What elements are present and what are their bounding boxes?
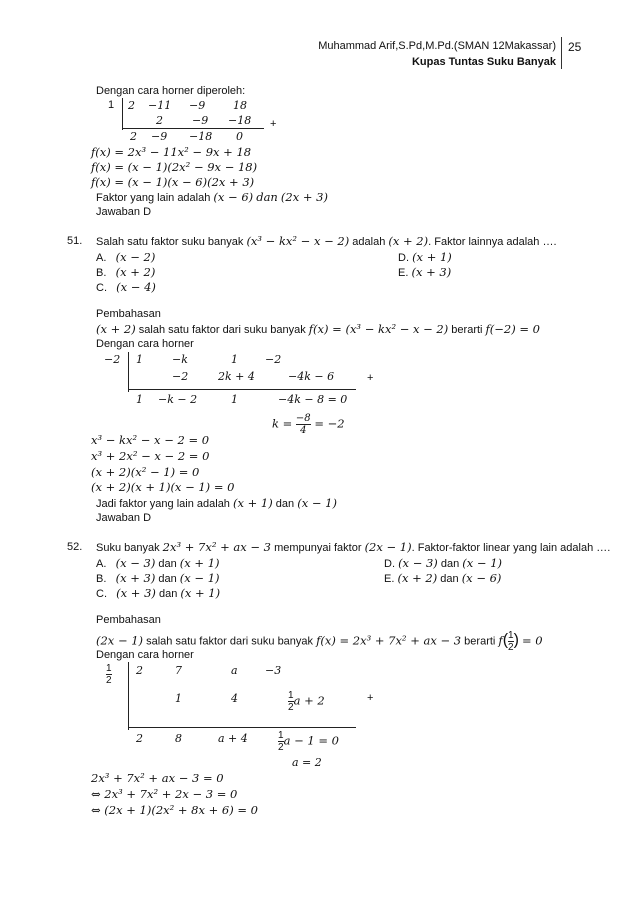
horner-cell: −2 xyxy=(265,353,282,366)
option-e: E. (x + 3) xyxy=(398,265,452,279)
horner-cell: 4 xyxy=(231,692,238,705)
horner-cell: 1 xyxy=(136,353,143,366)
header-book-title: Kupas Tuntas Suku Banyak xyxy=(411,56,556,68)
horner-cell: 2 xyxy=(136,664,143,677)
k-solution: k = $\frac{-8}{4}$ = −2 xyxy=(272,413,345,436)
header-divider xyxy=(561,37,562,69)
option-d: D. (x + 1) xyxy=(398,250,452,264)
horner-cell: a xyxy=(231,664,238,677)
pembahasan-heading: Pembahasan xyxy=(96,614,161,626)
horner-cell: 2k + 4 xyxy=(218,370,255,383)
question-text xyxy=(96,234,557,249)
horner-cell: −4k − 6 xyxy=(288,370,335,383)
question-expression: (x³ − kx² − x − 2) xyxy=(246,234,350,248)
horner-cell: 0 xyxy=(236,130,243,143)
horner-cell: 1 xyxy=(175,692,182,705)
option-a: A. (x − 3) dan (x + 1) xyxy=(96,556,220,570)
equation-line: (x + 2)(x + 1)(x − 1) = 0 xyxy=(91,480,235,494)
horner-cell: −18 xyxy=(189,130,213,143)
equation-line: f(x) = (x − 1)(2x² − 9x − 18) xyxy=(91,160,258,174)
horner-cell: −3 xyxy=(265,664,282,677)
question-text-part: adalah xyxy=(352,236,386,248)
question-text-part: . Faktor lainnya adalah …. xyxy=(428,236,557,248)
option-a: A. (x − 2) xyxy=(96,250,156,264)
pembahasan-heading: Pembahasan xyxy=(96,308,161,320)
horner-cell-fraction: $\frac{1}{2}$ a − 1 = 0 xyxy=(278,730,339,753)
horner-cell: 7 xyxy=(175,664,182,677)
horner-root: 1 xyxy=(108,99,115,111)
horner-hline xyxy=(128,389,356,390)
horner-root: −2 xyxy=(104,353,121,366)
horner-cell: −11 xyxy=(148,99,172,112)
horner-caption: Dengan cara horner xyxy=(96,338,194,350)
horner-cell: −k − 2 xyxy=(158,393,198,406)
faktor-dan: dan xyxy=(256,190,278,204)
horner-cell: 1 xyxy=(136,393,143,406)
question-text-part: Salah satu faktor suku banyak xyxy=(96,236,244,248)
horner-cell: 1 xyxy=(231,353,238,366)
faktor-text: Faktor yang lain adalah xyxy=(96,192,211,204)
equation-line: f(x) = (x − 1)(x − 6)(2x + 3) xyxy=(91,175,255,189)
horner-vline xyxy=(128,662,129,730)
horner-cell: 18 xyxy=(233,99,247,112)
option-e: E. (x + 2) dan (x − 6) xyxy=(384,571,502,585)
horner-cell: 2 xyxy=(156,114,163,127)
horner-vline xyxy=(128,352,129,392)
question-text: Suku banyak 2x³ + 7x² + ax − 3 mempunyai faktor (2x − 1). Faktor-faktor linear yang lain adalah …. xyxy=(96,540,611,554)
horner-vline xyxy=(122,98,123,130)
conclusion-line: Jadi faktor yang lain adalah (x + 1) dan (x − 1) xyxy=(96,496,337,510)
horner-cell: 2 xyxy=(136,732,143,745)
option-b: B. (x + 2) xyxy=(96,265,156,279)
equation-line: f(x) = 2x³ − 11x² − 9x + 18 xyxy=(91,145,252,159)
equation-line: 2x³ + 7x² + ax − 3 = 0 xyxy=(91,771,224,785)
horner-plus: + xyxy=(367,372,374,384)
horner-cell: 1 xyxy=(231,393,238,406)
horner-cell: 2 xyxy=(130,130,137,143)
question-factor: (x + 2) xyxy=(388,234,429,248)
option-d: D. (x − 3) dan (x − 1) xyxy=(384,556,503,570)
pembahasan-line: (2x − 1) salah satu faktor dari suku banyak f(x) = 2x³ + 7x² + ax − 3 berarti f( $\frac{1}{2}$ ) = 0 xyxy=(96,630,543,653)
horner-cell: −9 xyxy=(192,114,209,127)
equation-line: ⇔ 2x³ + 7x² + 2x − 3 = 0 xyxy=(91,787,238,801)
a-solution: a = 2 xyxy=(292,756,322,769)
intro-label: Dengan cara horner diperoleh: xyxy=(96,85,246,97)
equation-line: (x + 2)(x² − 1) = 0 xyxy=(91,465,200,479)
question-number: 51. xyxy=(67,235,83,247)
horner-cell: 8 xyxy=(175,732,182,745)
answer-line: Jawaban D xyxy=(96,206,152,218)
faktor-a: (x − 6) xyxy=(213,190,254,204)
page-number: 25 xyxy=(568,40,582,54)
equation-line: x³ + 2x² − x − 2 = 0 xyxy=(91,449,210,463)
horner-plus: + xyxy=(270,118,277,130)
horner-cell: a + 4 xyxy=(218,732,248,745)
equation-line: x³ − kx² − x − 2 = 0 xyxy=(91,433,210,447)
horner-cell: −4k − 8 = 0 xyxy=(278,393,348,406)
horner-root: $\frac{1}{2}$ xyxy=(106,663,112,686)
faktor-line xyxy=(96,190,328,205)
equation-line: ⇔ (2x + 1)(2x² + 8x + 6) = 0 xyxy=(91,803,258,817)
question-number: 52. xyxy=(67,541,83,553)
horner-cell: 2 xyxy=(128,99,135,112)
horner-cell: −9 xyxy=(189,99,206,112)
horner-hline xyxy=(128,727,356,728)
horner-cell-fraction: $\frac{1}{2}$ a + 2 xyxy=(288,690,325,713)
horner-cell: −18 xyxy=(228,114,252,127)
option-c: C. (x + 3) dan (x + 1) xyxy=(96,586,221,600)
horner-cell: −k xyxy=(172,353,188,366)
horner-cell: −2 xyxy=(172,370,189,383)
header-author: Muhammad Arif,S.Pd,M.Pd.(SMAN 12Makassar) xyxy=(318,40,556,52)
answer-line: Jawaban D xyxy=(96,512,152,524)
horner-cell: −9 xyxy=(151,130,168,143)
pembahasan-line: (x + 2) salah satu faktor dari suku banyak f(x) = (x³ − kx² − x − 2) berarti f(−2) = 0 xyxy=(96,322,540,336)
horner-plus: + xyxy=(367,692,374,704)
horner-hline xyxy=(122,128,264,129)
horner-caption: Dengan cara horner xyxy=(96,649,194,661)
option-c: C. (x − 4) xyxy=(96,280,156,294)
faktor-b: (2x + 3) xyxy=(280,190,328,204)
option-b: B. (x + 3) dan (x − 1) xyxy=(96,571,220,585)
